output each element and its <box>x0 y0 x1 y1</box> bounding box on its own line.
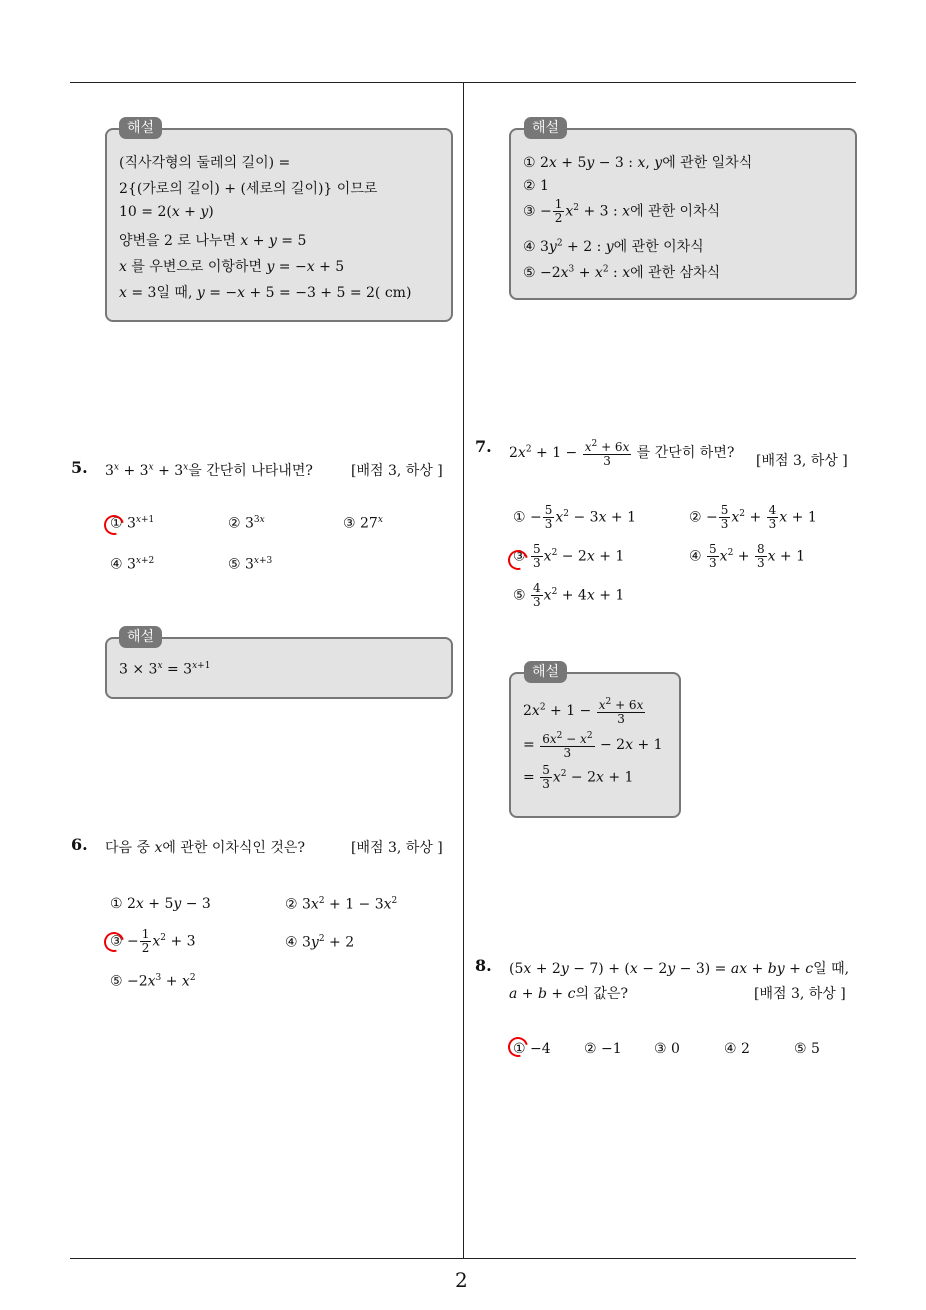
q6-option-1[interactable]: ① 2x + 5y − 3 <box>110 896 211 912</box>
question-8-text-line2: a + b + c의 값은? <box>509 986 628 1002</box>
q8-option-5[interactable]: ⑤ 5 <box>794 1041 820 1057</box>
q8-option-2[interactable]: ② −1 <box>584 1041 622 1057</box>
explanation-tag: 해설 <box>524 117 567 139</box>
explanation-line: x 를 우변으로 이항하면 y = −x + 5 <box>119 259 345 275</box>
q7-option-3[interactable]: ③ $\frac{5}{3}$ $x^2 - 2x + 1$ <box>513 542 625 570</box>
explanation-line: = $\frac{5}{3}$ $x^2 - 2x + 1$ <box>523 763 634 791</box>
q6-option-3[interactable]: ③ − $\frac{1}{2}$ $x^2 + 3$ <box>110 927 196 955</box>
question-number-5: 5. <box>71 458 88 477</box>
explanation-line: ① 2x + 5y − 3 : x, y에 관한 일차식 <box>523 155 753 171</box>
q6-option-5[interactable]: ⑤ $-2x^3 + x^2$ <box>110 973 196 990</box>
explanation-line: ③ − $\frac{1}{2}$ $x^2 + 3$ : x에 관한 이차식 <box>523 197 721 225</box>
explanation-line: = $\frac{6x^2 - x^2}{3}$ − 2x + 1 <box>523 731 663 760</box>
q7-option-5[interactable]: ⑤ $\frac{4}{3}$ $x^2 + 4x + 1$ <box>513 581 625 609</box>
q8-option-1[interactable]: ① −4 <box>513 1041 551 1057</box>
question-5-text: $3^x + 3^x + 3^x$을 간단히 나타내면? <box>105 462 313 479</box>
question-6-text: 다음 중 x에 관한 이차식인 것은? <box>105 840 305 856</box>
explanation-box-7 <box>509 672 681 818</box>
explanation-line: $2x^2 + 1$ − $\frac{x^2 + 6x}{3}$ <box>523 697 644 726</box>
q5-option-5[interactable]: ⑤ $3^{x+3}$ <box>228 556 273 573</box>
column-divider <box>463 83 464 1259</box>
explanation-tag: 해설 <box>119 626 162 648</box>
explanation-box-6 <box>509 128 857 300</box>
explanation-tag: 해설 <box>524 661 567 683</box>
q5-option-1[interactable]: ① $3^{x+1}$ <box>110 515 155 532</box>
question-8-meta: [배점 3, 하상 ] <box>754 986 846 1002</box>
explanation-box-4 <box>105 128 453 322</box>
explanation-line: $3 \times 3^x = 3^{x+1}$ <box>119 661 211 678</box>
explanation-line: x = 3일 때, y = −x + 5 = −3 + 5 = 2( cm) <box>119 285 412 301</box>
question-5-meta: [배점 3, 하상 ] <box>351 463 443 479</box>
q7-option-2[interactable]: ② − $\frac{5}{3}$ $x^2$ + $\frac{4}{3}$ x + 1 <box>689 503 817 531</box>
explanation-line: 양변을 2 로 나누면 x + y = 5 <box>119 233 307 249</box>
q7-option-4[interactable]: ④ $\frac{5}{3}$ $x^2$ + $\frac{8}{3}$ x + 1 <box>689 542 806 570</box>
q5-option-4[interactable]: ④ $3^{x+2}$ <box>110 556 155 573</box>
q6-option-4[interactable]: ④ $3y^2 + 2$ <box>285 934 355 951</box>
question-8-text-line1: (5x + 2y − 7) + (x − 2y − 3) = ax + by + c일 때, <box>509 961 850 977</box>
question-7-text: $2x^2 + 1$ − $\frac{x^2 + 6x}{3}$ 를 간단히 하면? <box>509 439 735 468</box>
q7-option-1[interactable]: ① − $\frac{5}{3}$ $x^2 - 3x + 1$ <box>513 503 637 531</box>
explanation-line: ④ $3y^2 + 2$ : y에 관한 이차식 <box>523 238 704 255</box>
explanation-tag: 해설 <box>119 117 162 139</box>
explanation-line: 2{(가로의 길이) + (세로의 길이)} 이므로 <box>119 181 378 197</box>
q6-option-2[interactable]: ② $3x^2 + 1 - 3x^2$ <box>285 896 398 913</box>
question-7-meta: [배점 3, 하상 ] <box>756 453 848 469</box>
explanation-line: (직사각형의 둘레의 길이) = <box>119 155 291 171</box>
q5-option-3[interactable]: ③ 27$^x$ <box>343 515 383 532</box>
page-number: 2 <box>455 1268 468 1292</box>
explanation-line: ⑤ $-2x^3 + x^2$ : x에 관한 삼차식 <box>523 264 721 281</box>
explanation-line: 10 = 2(x + y) <box>119 204 214 220</box>
question-number-7: 7. <box>475 437 492 456</box>
question-number-6: 6. <box>71 835 88 854</box>
q8-option-4[interactable]: ④ 2 <box>724 1041 750 1057</box>
q5-option-2[interactable]: ② $3^{3x}$ <box>228 515 265 532</box>
question-number-8: 8. <box>475 956 492 975</box>
question-6-meta: [배점 3, 하상 ] <box>351 840 443 856</box>
explanation-line: ② 1 <box>523 178 549 194</box>
q8-option-3[interactable]: ③ 0 <box>654 1041 680 1057</box>
